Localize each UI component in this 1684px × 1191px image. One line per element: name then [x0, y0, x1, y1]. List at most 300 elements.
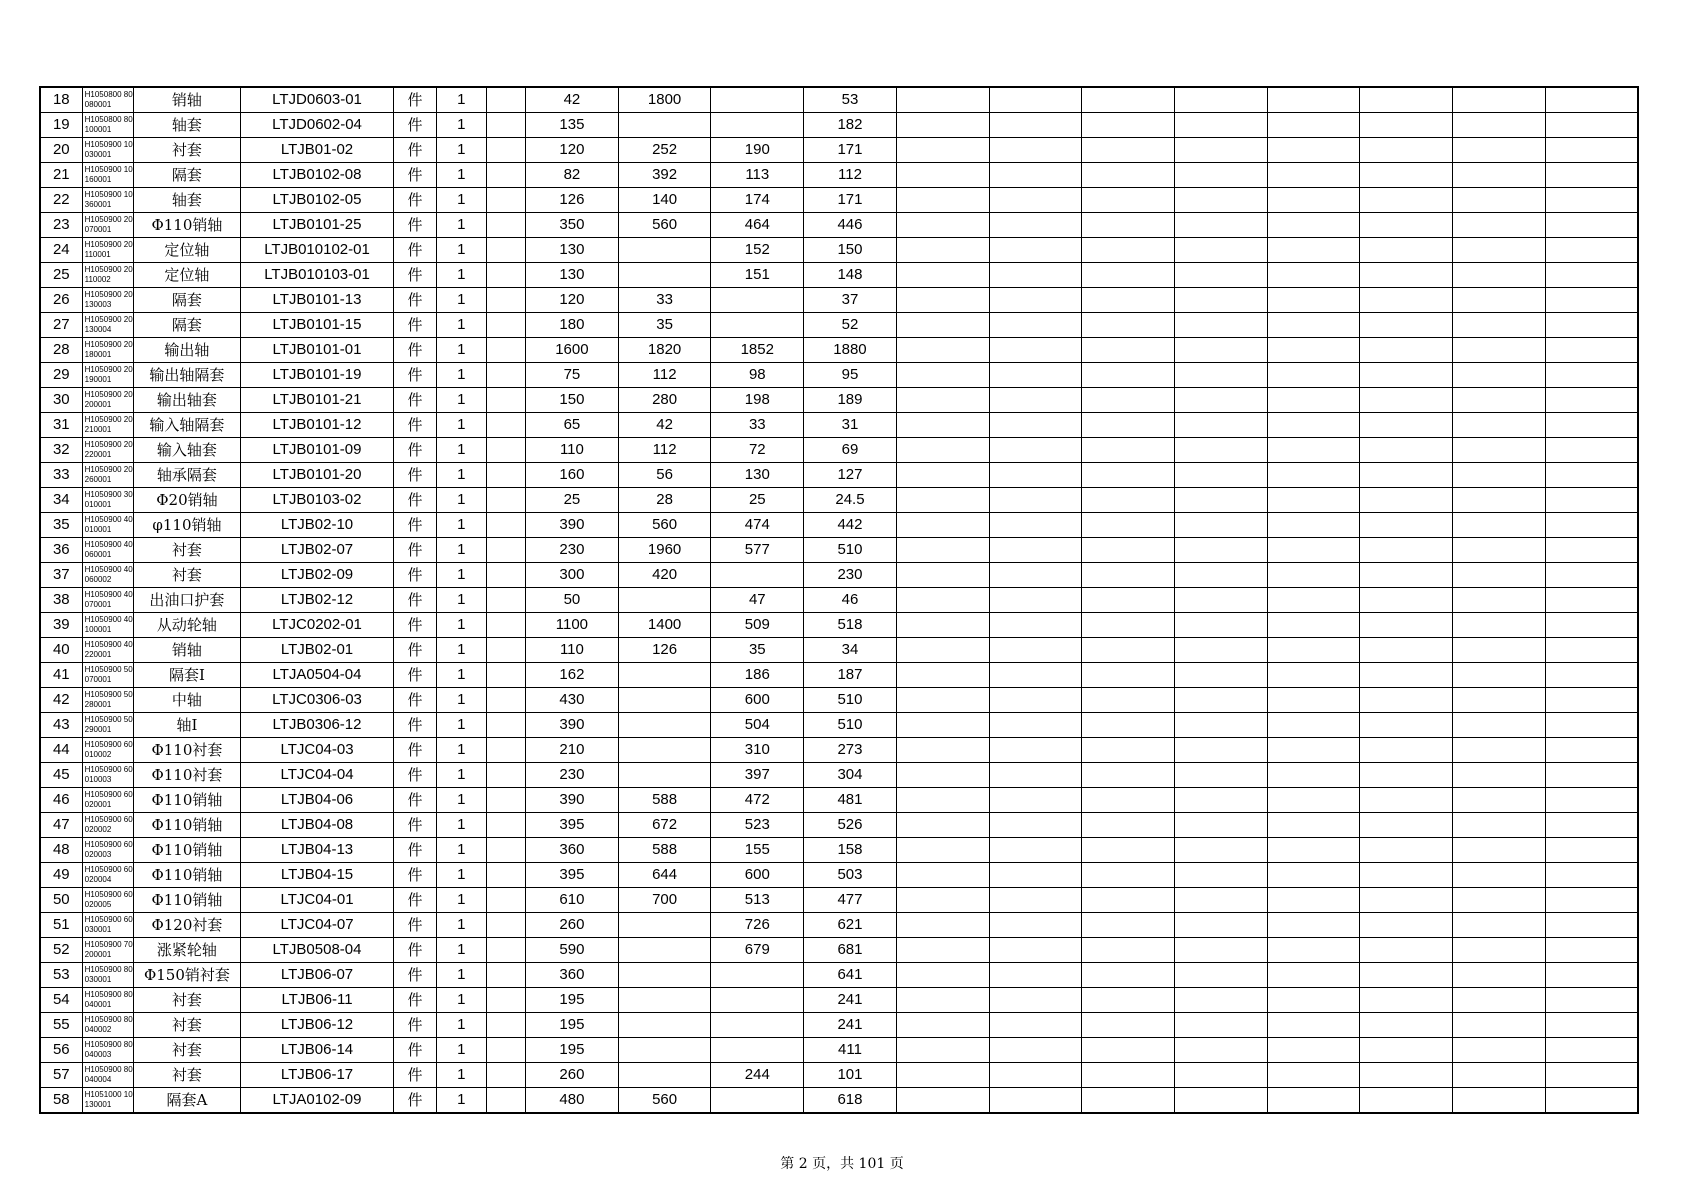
unit-cell: 件: [394, 513, 436, 538]
material-code-cell: H1050900 20180001: [82, 338, 134, 363]
empty-cell: [1174, 238, 1267, 263]
empty-cell: [1174, 1088, 1267, 1114]
blank-cell: [487, 838, 526, 863]
value-4-cell: 273: [804, 738, 897, 763]
value-4-cell: 158: [804, 838, 897, 863]
empty-cell: [989, 413, 1082, 438]
value-3-cell: 35: [711, 638, 804, 663]
part-name-cell: 定位轴: [134, 263, 240, 288]
empty-cell: [1174, 87, 1267, 113]
table-row: [40, 638, 1638, 663]
empty-cell: [1545, 938, 1638, 963]
value-2-cell: 56: [618, 463, 711, 488]
empty-cell: [1267, 288, 1360, 313]
unit-cell: 件: [394, 1013, 436, 1038]
table-row: [40, 163, 1638, 188]
table-row: [40, 463, 1638, 488]
value-2-cell: 392: [618, 163, 711, 188]
empty-cell: [896, 688, 989, 713]
value-3-cell: 198: [711, 388, 804, 413]
empty-cell: [1545, 638, 1638, 663]
value-2-cell: [618, 913, 711, 938]
value-1-cell: 390: [526, 713, 619, 738]
part-name-cell: 中轴: [134, 688, 240, 713]
value-4-cell: 681: [804, 938, 897, 963]
blank-cell: [487, 613, 526, 638]
empty-cell: [989, 563, 1082, 588]
value-4-cell: 510: [804, 538, 897, 563]
empty-cell: [1360, 87, 1453, 113]
blank-cell: [487, 588, 526, 613]
quantity-cell: 1: [436, 963, 487, 988]
table-row: [40, 913, 1638, 938]
empty-cell: [1452, 763, 1545, 788]
empty-cell: [1452, 813, 1545, 838]
drawing-number-cell: LTJB0508-04: [240, 938, 394, 963]
value-2-cell: 420: [618, 563, 711, 588]
value-4-cell: 510: [804, 713, 897, 738]
empty-cell: [1082, 363, 1175, 388]
empty-cell: [1545, 713, 1638, 738]
empty-cell: [1452, 713, 1545, 738]
blank-cell: [487, 238, 526, 263]
empty-cell: [1360, 488, 1453, 513]
empty-cell: [1174, 163, 1267, 188]
table-row: [40, 363, 1638, 388]
value-4-cell: 510: [804, 688, 897, 713]
row-number-cell: 21: [40, 163, 82, 188]
value-3-cell: 244: [711, 1063, 804, 1088]
empty-cell: [1452, 863, 1545, 888]
empty-cell: [896, 1063, 989, 1088]
drawing-number-cell: LTJB0101-09: [240, 438, 394, 463]
empty-cell: [1360, 113, 1453, 138]
empty-cell: [1082, 763, 1175, 788]
empty-cell: [989, 213, 1082, 238]
empty-cell: [1360, 188, 1453, 213]
empty-cell: [989, 538, 1082, 563]
value-2-cell: 28: [618, 488, 711, 513]
empty-cell: [989, 363, 1082, 388]
row-number-cell: 57: [40, 1063, 82, 1088]
empty-cell: [1452, 788, 1545, 813]
value-2-cell: [618, 763, 711, 788]
empty-cell: [1360, 688, 1453, 713]
empty-cell: [1452, 838, 1545, 863]
empty-cell: [989, 613, 1082, 638]
quantity-cell: 1: [436, 1013, 487, 1038]
value-3-cell: 509: [711, 613, 804, 638]
row-number-cell: 42: [40, 688, 82, 713]
empty-cell: [896, 663, 989, 688]
blank-cell: [487, 388, 526, 413]
material-code-cell: H1050900 10030001: [82, 138, 134, 163]
empty-cell: [1267, 938, 1360, 963]
empty-cell: [1082, 1063, 1175, 1088]
value-2-cell: [618, 1013, 711, 1038]
empty-cell: [989, 913, 1082, 938]
empty-cell: [1267, 338, 1360, 363]
blank-cell: [487, 788, 526, 813]
blank-cell: [487, 1038, 526, 1063]
value-4-cell: 230: [804, 563, 897, 588]
empty-cell: [1174, 313, 1267, 338]
quantity-cell: 1: [436, 613, 487, 638]
empty-cell: [896, 788, 989, 813]
value-4-cell: 182: [804, 113, 897, 138]
part-name-cell: Φ110销轴: [134, 213, 240, 238]
empty-cell: [1174, 263, 1267, 288]
value-4-cell: 34: [804, 638, 897, 663]
table-row: [40, 413, 1638, 438]
row-number-cell: 58: [40, 1088, 82, 1114]
empty-cell: [1545, 1063, 1638, 1088]
empty-cell: [989, 338, 1082, 363]
empty-cell: [896, 288, 989, 313]
unit-cell: 件: [394, 1038, 436, 1063]
row-number-cell: 51: [40, 913, 82, 938]
empty-cell: [1267, 438, 1360, 463]
empty-cell: [1082, 988, 1175, 1013]
empty-cell: [1267, 413, 1360, 438]
empty-cell: [896, 988, 989, 1013]
part-name-cell: Φ110销轴: [134, 838, 240, 863]
empty-cell: [1267, 638, 1360, 663]
unit-cell: 件: [394, 938, 436, 963]
quantity-cell: 1: [436, 438, 487, 463]
value-4-cell: 53: [804, 87, 897, 113]
empty-cell: [1082, 938, 1175, 963]
row-number-cell: 46: [40, 788, 82, 813]
unit-cell: 件: [394, 463, 436, 488]
value-2-cell: [618, 963, 711, 988]
blank-cell: [487, 638, 526, 663]
value-3-cell: 152: [711, 238, 804, 263]
value-3-cell: [711, 963, 804, 988]
empty-cell: [1082, 288, 1175, 313]
material-code-cell: H1050900 60020004: [82, 863, 134, 888]
empty-cell: [1452, 513, 1545, 538]
empty-cell: [989, 113, 1082, 138]
row-number-cell: 28: [40, 338, 82, 363]
empty-cell: [1545, 363, 1638, 388]
value-1-cell: 1600: [526, 338, 619, 363]
empty-cell: [1545, 538, 1638, 563]
empty-cell: [1452, 738, 1545, 763]
empty-cell: [989, 188, 1082, 213]
empty-cell: [1267, 563, 1360, 588]
empty-cell: [1360, 538, 1453, 563]
table-row: [40, 1088, 1638, 1114]
quantity-cell: 1: [436, 163, 487, 188]
quantity-cell: 1: [436, 338, 487, 363]
value-1-cell: 390: [526, 788, 619, 813]
empty-cell: [1452, 1038, 1545, 1063]
row-number-cell: 50: [40, 888, 82, 913]
empty-cell: [1452, 288, 1545, 313]
material-code-cell: H1050900 40070001: [82, 588, 134, 613]
empty-cell: [896, 1088, 989, 1114]
quantity-cell: 1: [436, 663, 487, 688]
empty-cell: [1360, 963, 1453, 988]
empty-cell: [989, 688, 1082, 713]
material-code-cell: H1050900 50290001: [82, 713, 134, 738]
quantity-cell: 1: [436, 1038, 487, 1063]
empty-cell: [896, 1013, 989, 1038]
drawing-number-cell: LTJB0102-05: [240, 188, 394, 213]
table-row: [40, 963, 1638, 988]
empty-cell: [1545, 238, 1638, 263]
empty-cell: [1174, 788, 1267, 813]
empty-cell: [989, 238, 1082, 263]
value-1-cell: 110: [526, 638, 619, 663]
empty-cell: [1082, 238, 1175, 263]
table-row: [40, 488, 1638, 513]
empty-cell: [1452, 388, 1545, 413]
row-number-cell: 24: [40, 238, 82, 263]
value-3-cell: 47: [711, 588, 804, 613]
drawing-number-cell: LTJB06-12: [240, 1013, 394, 1038]
quantity-cell: 1: [436, 263, 487, 288]
empty-cell: [989, 1063, 1082, 1088]
empty-cell: [1452, 963, 1545, 988]
blank-cell: [487, 888, 526, 913]
empty-cell: [1174, 813, 1267, 838]
empty-cell: [1267, 913, 1360, 938]
empty-cell: [1545, 1038, 1638, 1063]
empty-cell: [1360, 238, 1453, 263]
drawing-number-cell: LTJB04-15: [240, 863, 394, 888]
empty-cell: [1545, 163, 1638, 188]
part-name-cell: 衬套: [134, 563, 240, 588]
empty-cell: [1360, 513, 1453, 538]
material-code-cell: H1050900 80040003: [82, 1038, 134, 1063]
empty-cell: [989, 863, 1082, 888]
material-code-cell: H1050900 40060002: [82, 563, 134, 588]
unit-cell: 件: [394, 613, 436, 638]
empty-cell: [1452, 1063, 1545, 1088]
part-name-cell: 隔套: [134, 288, 240, 313]
table-row: [40, 938, 1638, 963]
row-number-cell: 23: [40, 213, 82, 238]
empty-cell: [1452, 613, 1545, 638]
blank-cell: [487, 87, 526, 113]
empty-cell: [1545, 513, 1638, 538]
part-name-cell: 隔套A: [134, 1088, 240, 1114]
empty-cell: [896, 813, 989, 838]
part-name-cell: 隔套: [134, 313, 240, 338]
row-number-cell: 35: [40, 513, 82, 538]
empty-cell: [989, 713, 1082, 738]
row-number-cell: 33: [40, 463, 82, 488]
unit-cell: 件: [394, 438, 436, 463]
part-name-cell: 出油口护套: [134, 588, 240, 613]
row-number-cell: 40: [40, 638, 82, 663]
empty-cell: [1360, 263, 1453, 288]
empty-cell: [1082, 87, 1175, 113]
empty-cell: [1267, 588, 1360, 613]
value-4-cell: 112: [804, 163, 897, 188]
table-row: [40, 513, 1638, 538]
empty-cell: [1082, 538, 1175, 563]
value-4-cell: 37: [804, 288, 897, 313]
drawing-number-cell: LTJB0101-20: [240, 463, 394, 488]
quantity-cell: 1: [436, 988, 487, 1013]
blank-cell: [487, 263, 526, 288]
quantity-cell: 1: [436, 763, 487, 788]
empty-cell: [1082, 813, 1175, 838]
value-2-cell: 588: [618, 788, 711, 813]
value-1-cell: 390: [526, 513, 619, 538]
material-code-cell: H1050900 20260001: [82, 463, 134, 488]
empty-cell: [1360, 888, 1453, 913]
material-code-cell: H1050900 40220001: [82, 638, 134, 663]
empty-cell: [989, 963, 1082, 988]
unit-cell: 件: [394, 738, 436, 763]
empty-cell: [1174, 213, 1267, 238]
empty-cell: [1082, 838, 1175, 863]
empty-cell: [1452, 663, 1545, 688]
value-4-cell: 518: [804, 613, 897, 638]
value-1-cell: 210: [526, 738, 619, 763]
value-3-cell: 155: [711, 838, 804, 863]
value-1-cell: 180: [526, 313, 619, 338]
drawing-number-cell: LTJB06-14: [240, 1038, 394, 1063]
empty-cell: [1360, 938, 1453, 963]
empty-cell: [896, 413, 989, 438]
empty-cell: [1545, 113, 1638, 138]
empty-cell: [1360, 563, 1453, 588]
table-row: [40, 1038, 1638, 1063]
value-1-cell: 120: [526, 138, 619, 163]
unit-cell: 件: [394, 663, 436, 688]
empty-cell: [1545, 263, 1638, 288]
empty-cell: [1452, 263, 1545, 288]
drawing-number-cell: LTJC0202-01: [240, 613, 394, 638]
empty-cell: [1082, 263, 1175, 288]
empty-cell: [1545, 663, 1638, 688]
quantity-cell: 1: [436, 588, 487, 613]
blank-cell: [487, 988, 526, 1013]
unit-cell: 件: [394, 1088, 436, 1114]
quantity-cell: 1: [436, 363, 487, 388]
empty-cell: [1174, 513, 1267, 538]
empty-cell: [1267, 1063, 1360, 1088]
empty-cell: [989, 838, 1082, 863]
blank-cell: [487, 763, 526, 788]
empty-cell: [1082, 438, 1175, 463]
empty-cell: [1082, 888, 1175, 913]
table-row: [40, 1013, 1638, 1038]
unit-cell: 件: [394, 238, 436, 263]
quantity-cell: 1: [436, 938, 487, 963]
part-name-cell: Φ110衬套: [134, 763, 240, 788]
blank-cell: [487, 663, 526, 688]
empty-cell: [989, 87, 1082, 113]
part-name-cell: Φ120衬套: [134, 913, 240, 938]
empty-cell: [1545, 438, 1638, 463]
row-number-cell: 38: [40, 588, 82, 613]
value-2-cell: 1820: [618, 338, 711, 363]
empty-cell: [1545, 463, 1638, 488]
empty-cell: [1545, 988, 1638, 1013]
quantity-cell: 1: [436, 688, 487, 713]
row-number-cell: 26: [40, 288, 82, 313]
value-3-cell: 1852: [711, 338, 804, 363]
empty-cell: [1082, 963, 1175, 988]
part-name-cell: 输出轴: [134, 338, 240, 363]
blank-cell: [487, 963, 526, 988]
empty-cell: [989, 1013, 1082, 1038]
empty-cell: [896, 563, 989, 588]
value-2-cell: 560: [618, 1088, 711, 1114]
drawing-number-cell: LTJB0101-15: [240, 313, 394, 338]
material-code-cell: H1050900 80030001: [82, 963, 134, 988]
empty-cell: [1174, 613, 1267, 638]
value-2-cell: 140: [618, 188, 711, 213]
row-number-cell: 56: [40, 1038, 82, 1063]
value-3-cell: 25: [711, 488, 804, 513]
value-1-cell: 230: [526, 538, 619, 563]
empty-cell: [1082, 163, 1175, 188]
empty-cell: [989, 488, 1082, 513]
empty-cell: [1545, 1013, 1638, 1038]
unit-cell: 件: [394, 263, 436, 288]
material-code-cell: H1050900 20210001: [82, 413, 134, 438]
unit-cell: 件: [394, 638, 436, 663]
empty-cell: [1082, 113, 1175, 138]
empty-cell: [1174, 138, 1267, 163]
value-3-cell: [711, 563, 804, 588]
value-1-cell: 160: [526, 463, 619, 488]
empty-cell: [1452, 913, 1545, 938]
empty-cell: [1267, 138, 1360, 163]
row-number-cell: 49: [40, 863, 82, 888]
value-3-cell: 600: [711, 688, 804, 713]
empty-cell: [989, 263, 1082, 288]
empty-cell: [896, 363, 989, 388]
empty-cell: [1082, 663, 1175, 688]
empty-cell: [1360, 863, 1453, 888]
value-2-cell: [618, 988, 711, 1013]
value-4-cell: 442: [804, 513, 897, 538]
blank-cell: [487, 863, 526, 888]
value-2-cell: 35: [618, 313, 711, 338]
value-4-cell: 481: [804, 788, 897, 813]
value-4-cell: 411: [804, 1038, 897, 1063]
row-number-cell: 52: [40, 938, 82, 963]
part-name-cell: 轴套: [134, 113, 240, 138]
blank-cell: [487, 563, 526, 588]
material-code-cell: H1050900 80040001: [82, 988, 134, 1013]
unit-cell: 件: [394, 288, 436, 313]
value-1-cell: 395: [526, 813, 619, 838]
drawing-number-cell: LTJB02-09: [240, 563, 394, 588]
empty-cell: [1452, 588, 1545, 613]
row-number-cell: 19: [40, 113, 82, 138]
value-1-cell: 195: [526, 1013, 619, 1038]
empty-cell: [1174, 438, 1267, 463]
material-code-cell: H1050900 30010001: [82, 488, 134, 513]
value-2-cell: [618, 238, 711, 263]
table-row: [40, 1063, 1638, 1088]
empty-cell: [1360, 663, 1453, 688]
table-row: [40, 563, 1638, 588]
drawing-number-cell: LTJB0101-19: [240, 363, 394, 388]
part-name-cell: 轴I: [134, 713, 240, 738]
empty-cell: [1267, 1013, 1360, 1038]
value-2-cell: 700: [618, 888, 711, 913]
